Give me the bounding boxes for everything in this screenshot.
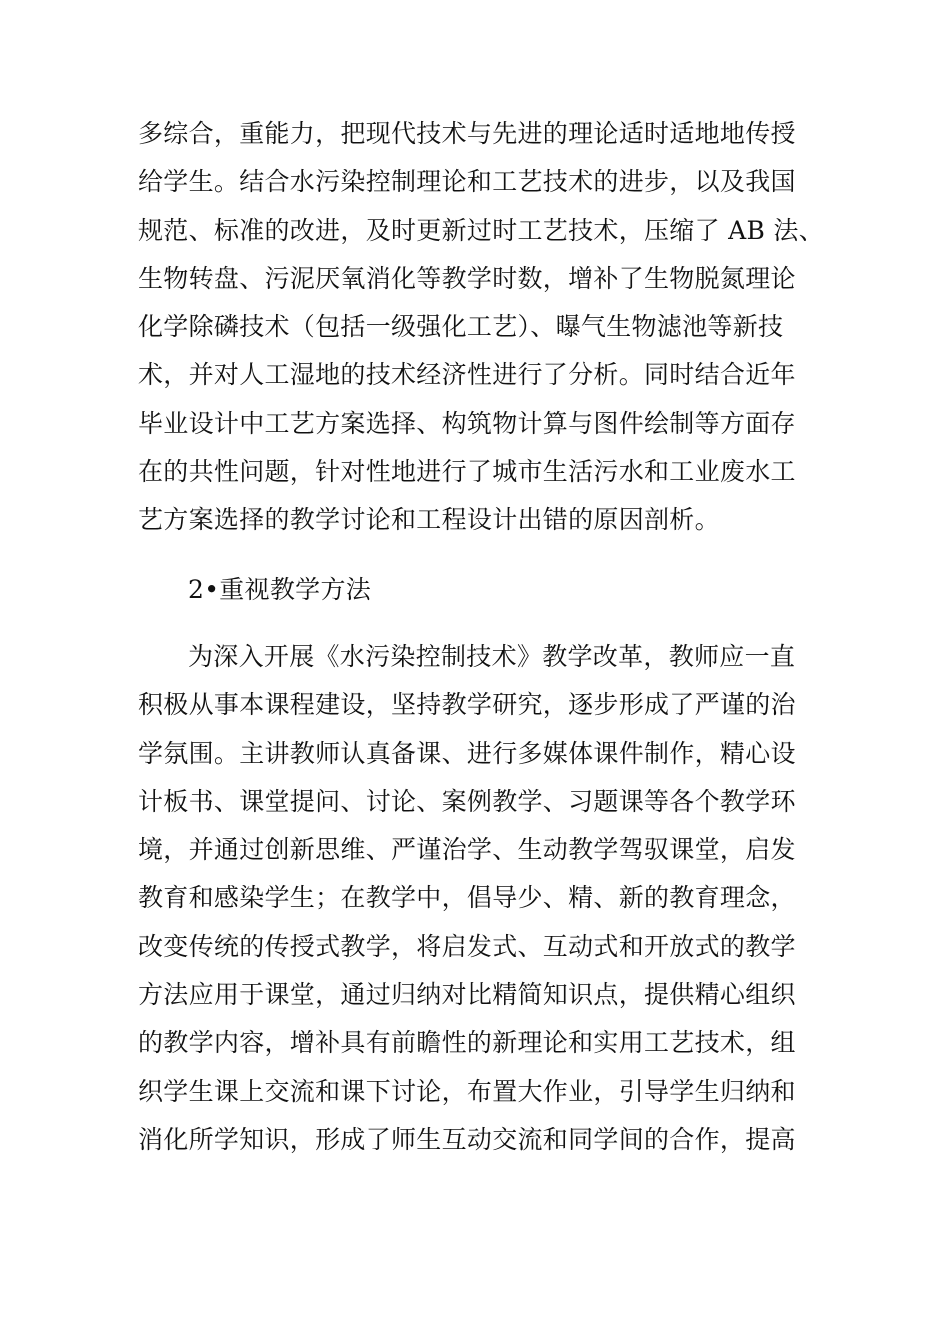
paragraph-line: 积极从事本课程建设，坚持教学研究，逐步形成了严谨的治 (138, 690, 796, 720)
paragraph-line: 毕业设计中工艺方案选择、构筑物计算与图件绘制等方面存 (138, 408, 796, 438)
section-heading (138, 566, 838, 614)
paragraph-1 (138, 110, 838, 545)
paragraph-line: 术，并对人工湿地的技术经济性进行了分析。同时结合近年 (138, 360, 796, 390)
paragraph-line: 生物转盘、污泥厌氧消化等教学时数，增补了生物脱氮理论 (138, 263, 796, 293)
paragraph-2 (138, 633, 838, 1164)
section-heading-text: 2•重视教学方法 (188, 575, 372, 604)
paragraph-line: 为深入开展《水污染控制技术》教学改革，教师应一直 (188, 642, 796, 671)
paragraph-line: 改变传统的传授式教学，将启发式、互动式和开放式的教学 (138, 931, 796, 961)
paragraph-line: 计板书、课堂提问、讨论、案例教学、习题课等各个教学环 (138, 786, 796, 816)
paragraph-line: 给学生。结合水污染控制理论和工艺技术的进步，以及我国 (138, 167, 796, 197)
paragraph-line: 化学除磷技术（包括一级强化工艺）、曝气生物滤池等新技 (138, 312, 784, 342)
paragraph-line: 多综合，重能力，把现代技术与先进的理论适时适地地传授 (138, 119, 796, 148)
paragraph-line: 艺方案选择的教学讨论和工程设计出错的原因剖析。 (138, 505, 720, 535)
paragraph-line: 的教学内容，增补具有前瞻性的新理论和实用工艺技术，组 (138, 1028, 796, 1058)
paragraph-line: 规范、标准的改进，及时更新过时工艺技术，压缩了 AB 法、 (138, 215, 825, 245)
paragraph-line: 织学生课上交流和课下讨论，布置大作业，引导学生归纳和 (138, 1076, 796, 1106)
paragraph-line: 消化所学知识，形成了师生互动交流和同学间的合作，提高 (138, 1124, 796, 1154)
paragraph-line: 在的共性问题，针对性地进行了城市生活污水和工业废水工 (138, 457, 796, 487)
paragraph-line: 教育和感染学生；在教学中，倡导少、精、新的教育理念， (138, 883, 796, 913)
paragraph-line: 学氛围。主讲教师认真备课、进行多媒体课件制作，精心设 (138, 738, 796, 768)
paragraph-line: 方法应用于课堂，通过归纳对比精简知识点，提供精心组织 (138, 980, 796, 1010)
paragraph-line: 境，并通过创新思维、严谨治学、生动教学驾驭课堂，启发 (138, 835, 796, 865)
